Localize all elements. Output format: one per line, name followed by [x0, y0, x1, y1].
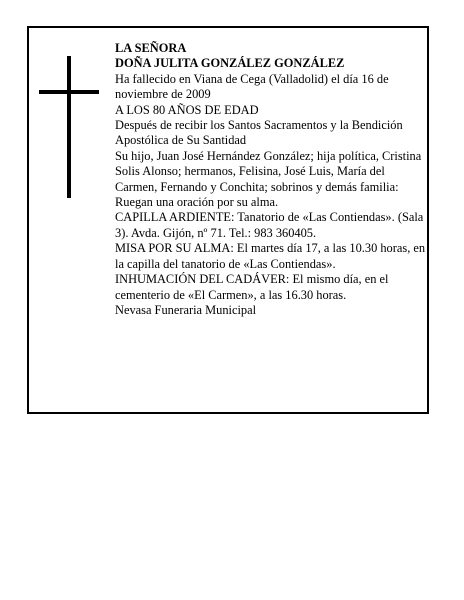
funeral-home: Nevasa Funeraria Municipal	[115, 302, 257, 317]
death-info: Ha fallecido en Viana de Cega (Valladolid) el día 16 de noviembre de 2009	[115, 71, 389, 102]
notice-title-honorific: LA SEÑORA	[115, 41, 187, 55]
deceased-name: DOÑA JULITA GONZÁLEZ GONZÁLEZ	[115, 56, 345, 71]
obituary-notice	[27, 26, 429, 414]
latin-cross-icon	[39, 56, 99, 198]
sacraments-text: Después de recibir los Santos Sacramentos y la Bendición Apostólica de Su Santidad	[115, 118, 403, 148]
prayer-request: Ruegan una oración por su alma.	[115, 195, 279, 210]
age-at-death: A LOS 80 AÑOS DE EDAD	[115, 102, 259, 117]
mass-info: MISA POR SU ALMA: El martes día 17, a las 10.30 horas, en la capilla del tanatorio de «Las Contiendas».	[115, 241, 426, 271]
family-list: Su hijo, Juan José Hernández González; hija política, Cristina Solis Alonso; hermanos, Felisina, José Luis, María del Carmen, Fernando y Conchita; sobrinos y demás familia:	[115, 148, 422, 194]
notice-text	[115, 41, 427, 318]
burial-info: INHUMACIÓN DEL CADÁVER: El mismo día, en el cementerio de «El Carmen», a las 16.30 horas.	[115, 272, 389, 302]
cross-horizontal-bar	[39, 90, 99, 94]
cross-vertical-bar	[67, 56, 71, 198]
chapel-info: CAPILLA ARDIENTE: Tanatorio de «Las Contiendas». (Sala 3). Avda. Gijón, nº 71. Tel.: 983 360405.	[115, 210, 424, 240]
